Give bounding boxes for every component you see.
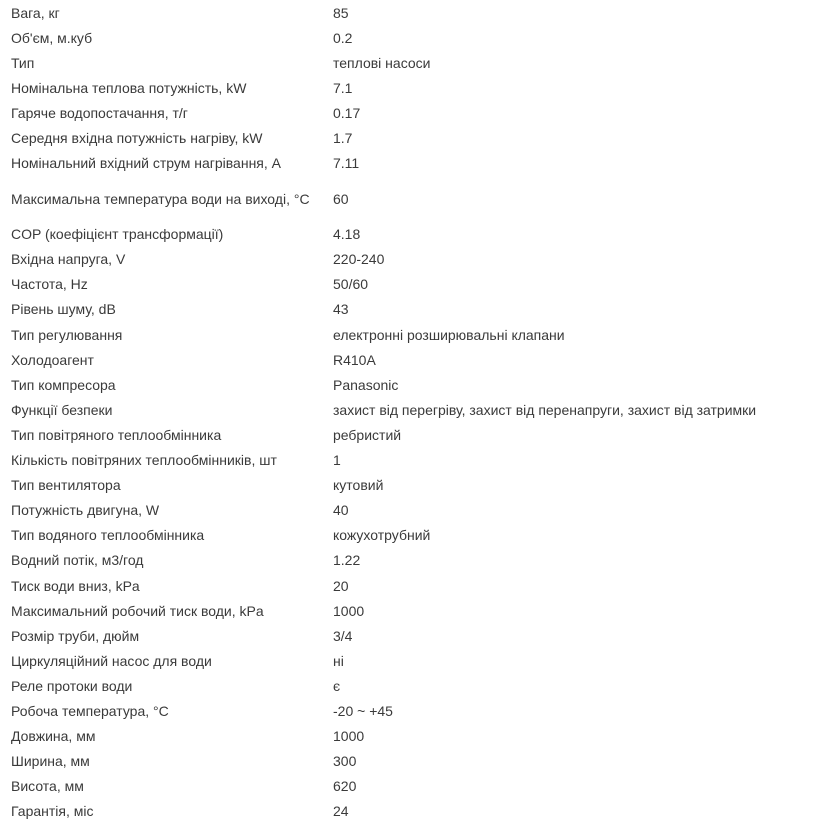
spec-row <box>0 397 821 422</box>
spec-row <box>0 50 821 75</box>
spec-row <box>0 473 821 498</box>
spec-value: кутовий <box>333 477 384 494</box>
spec-label: Гаряче водопостачання, т/г <box>11 104 188 121</box>
spec-value: 3/4 <box>333 627 353 644</box>
spec-row <box>0 247 821 272</box>
spec-label: Вага, кг <box>11 4 60 21</box>
spec-row <box>0 347 821 372</box>
spec-row <box>0 372 821 397</box>
spec-value: теплові насоси <box>333 54 431 71</box>
spec-label: Тип вентилятора <box>11 477 121 494</box>
spec-value: кожухотрубний <box>333 527 431 544</box>
spec-value: електронні розширювальні клапани <box>333 326 565 343</box>
spec-value: 85 <box>333 4 349 21</box>
spec-row <box>0 648 821 673</box>
spec-label: COP (коефіцієнт трансформації) <box>11 226 224 243</box>
spec-label: Висота, мм <box>11 778 84 795</box>
spec-value: 620 <box>333 778 357 795</box>
spec-label: Кількість повітряних теплообмінників, шт <box>11 452 277 469</box>
spec-row <box>0 100 821 125</box>
spec-label: Номінальна теплова потужність, kW <box>11 79 247 96</box>
spec-label: Тип <box>11 54 35 71</box>
spec-label: Тип регулювання <box>11 326 123 343</box>
spec-row <box>0 272 821 297</box>
spec-row <box>0 297 821 322</box>
spec-row <box>0 598 821 623</box>
spec-value: 300 <box>333 753 357 770</box>
spec-value: є <box>333 677 341 694</box>
spec-value: 7.1 <box>333 79 353 96</box>
spec-row <box>0 176 821 222</box>
spec-value: 220-240 <box>333 251 385 268</box>
spec-label: Тиск води вниз, kPa <box>11 577 140 594</box>
spec-label: Довжина, мм <box>11 728 96 745</box>
spec-value: 1000 <box>333 602 365 619</box>
spec-label: Вхідна напруга, V <box>11 251 126 268</box>
spec-row <box>0 573 821 598</box>
spec-label: Частота, Hz <box>11 276 88 293</box>
spec-row <box>0 749 821 774</box>
spec-label: Розмір труби, дюйм <box>11 627 140 644</box>
spec-value: Panasonic <box>333 376 399 393</box>
spec-label: Об'єм, м.куб <box>11 29 93 46</box>
spec-row <box>0 125 821 150</box>
spec-row <box>0 25 821 50</box>
spec-row <box>0 75 821 100</box>
spec-value: 60 <box>333 190 349 207</box>
spec-row <box>0 422 821 447</box>
spec-value: ні <box>333 652 344 669</box>
spec-value: ребристий <box>333 426 402 443</box>
spec-label: Тип повітряного теплообмінника <box>11 426 222 443</box>
spec-row <box>0 222 821 247</box>
spec-row <box>0 774 821 799</box>
spec-value: 0.17 <box>333 104 361 121</box>
spec-label: Гарантія, міс <box>11 803 94 820</box>
spec-label: Циркуляційний насос для води <box>11 652 212 669</box>
spec-label: Реле протоки води <box>11 677 133 694</box>
spec-value: 1.22 <box>333 552 361 569</box>
spec-label: Водний потік, м3/год <box>11 552 144 569</box>
spec-row <box>0 623 821 648</box>
spec-label: Номінальний вхідний струм нагрівання, А <box>11 155 281 172</box>
spec-label: Рівень шуму, dB <box>11 301 116 318</box>
spec-row <box>0 724 821 749</box>
spec-row <box>0 448 821 473</box>
spec-value: 24 <box>333 803 349 820</box>
spec-label: Робоча температура, °С <box>11 702 169 719</box>
spec-value: -20 ~ +45 <box>333 702 393 719</box>
spec-value: 0.2 <box>333 29 353 46</box>
spec-value: 40 <box>333 502 349 519</box>
spec-row <box>0 673 821 698</box>
spec-label: Тип водяного теплообмінника <box>11 527 205 544</box>
spec-row <box>0 523 821 548</box>
spec-label: Потужність двигуна, W <box>11 502 160 519</box>
spec-value: 7.11 <box>333 155 360 172</box>
spec-row <box>0 799 821 824</box>
spec-value: 4.18 <box>333 226 361 243</box>
spec-value: 20 <box>333 577 349 594</box>
spec-label: Середня вхідна потужність нагріву, kW <box>11 130 263 147</box>
spec-value: R410A <box>333 351 376 368</box>
spec-value: захист від перегріву, захист від перенапруги, захист від затримки <box>333 401 757 418</box>
spec-value: 50/60 <box>333 276 369 293</box>
spec-label: Максимальний робочий тиск води, kPa <box>11 602 264 619</box>
spec-row <box>0 498 821 523</box>
spec-label: Холодоагент <box>11 351 94 368</box>
spec-row <box>0 548 821 573</box>
spec-value: 43 <box>333 301 349 318</box>
spec-value: 1 <box>333 452 341 469</box>
spec-label: Максимальна температура води на виході, °С <box>11 190 310 207</box>
spec-row <box>0 698 821 723</box>
spec-label: Тип компресора <box>11 376 116 393</box>
spec-row <box>0 322 821 347</box>
spec-value: 1000 <box>333 728 365 745</box>
spec-label: Функції безпеки <box>11 401 113 418</box>
spec-row <box>0 151 821 176</box>
spec-row <box>0 0 821 25</box>
spec-label: Ширина, мм <box>11 753 90 770</box>
spec-value: 1.7 <box>333 130 353 147</box>
